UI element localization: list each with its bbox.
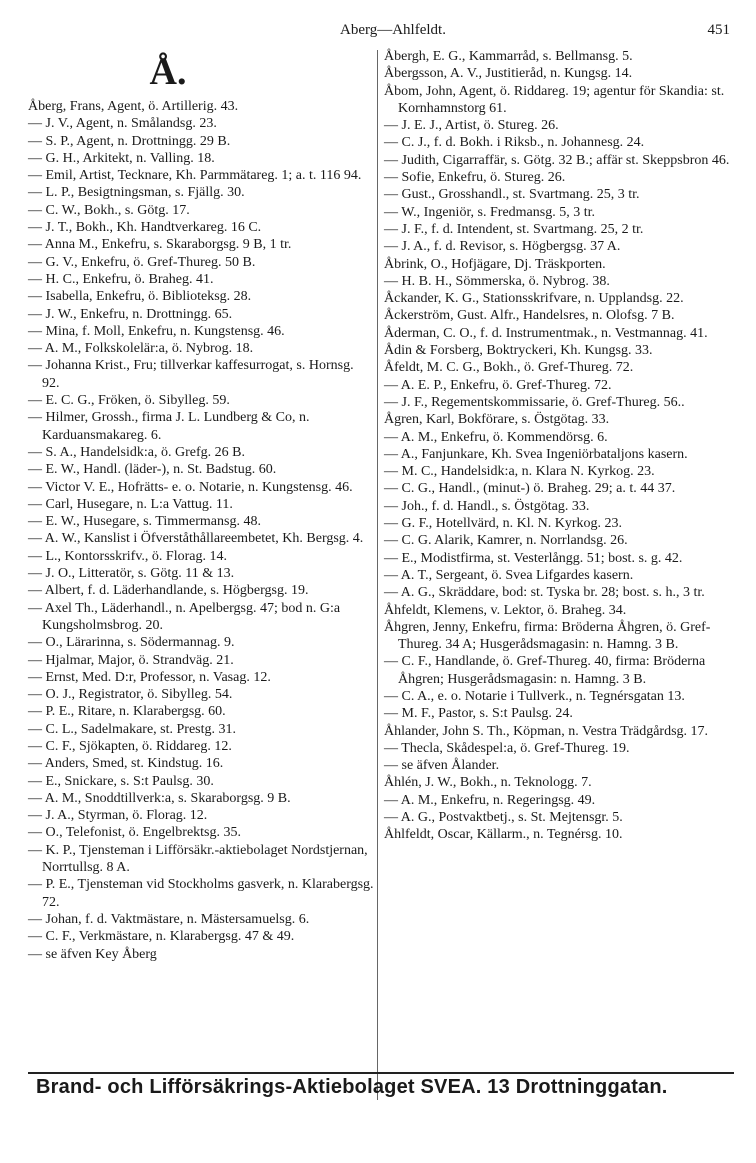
directory-entry: — C. F., Verkmästare, n. Klarabergsg. 47 & 49. — [28, 929, 295, 945]
directory-entry: — G. V., Enkefru, ö. Gref-Thureg. 50 B. — [28, 254, 256, 270]
directory-entry: — C. F., Sjökapten, ö. Riddareg. 12. — [28, 738, 232, 754]
directory-entry: — M. C., Handelsidk:a, n. Klara N. Kyrkog. 23. — [384, 464, 655, 480]
directory-entry: — J. F., f. d. Intendent, st. Svartmang. 25, 2 tr. — [384, 221, 644, 237]
left-entry-list — [28, 98, 374, 963]
directory-entry: — Albert, f. d. Läderhandlande, s. Högbergsg. 19. — [28, 583, 309, 599]
directory-entry: — A. M., Snoddtillverk:a, s. Skaraborgsg. 9 B. — [28, 790, 291, 806]
directory-entry: — Victor V. E., Hofrätts- e. o. Notarie, n. Kungstensg. 46. — [28, 479, 353, 495]
directory-entry: Åhlander, John S. Th., Köpman, n. Vestra Trädgårdsg. 17. — [384, 723, 709, 739]
directory-entry: — Joh., f. d. Handl., s. Östgötag. 33. — [384, 498, 590, 514]
directory-entry: Åbergh, E. G., Kammarråd, s. Bellmansg. 5. — [384, 49, 633, 64]
running-title: Aberg—Ahlfeldt. — [340, 22, 446, 38]
directory-entry: — L. P., Besigtningsman, s. Fjällg. 30. — [28, 185, 245, 201]
directory-entry: — Hjalmar, Major, ö. Strandväg. 21. — [28, 652, 234, 668]
directory-entry: Ådin & Forsberg, Boktryckeri, Kh. Kungsg. 33. — [384, 343, 653, 359]
footer-rule — [28, 1072, 734, 1074]
directory-entry: — E., Snickare, s. S:t Paulsg. 30. — [28, 773, 214, 789]
right-entry-list — [384, 48, 736, 844]
directory-entry: Åberg, Frans, Agent, ö. Artillerig. 43. — [28, 99, 239, 114]
directory-entry: — C. A., e. o. Notarie i Tullverk., n. Tegnérsgatan 13. — [384, 688, 685, 704]
directory-entry: — Mina, f. Moll, Enkefru, n. Kungstensg. 46. — [28, 323, 285, 339]
directory-entry: — G. F., Hotellvärd, n. Kl. N. Kyrkog. 23. — [384, 516, 623, 532]
directory-entry: — W., Ingeniör, s. Fredmansg. 5, 3 tr. — [384, 204, 595, 220]
left-column — [28, 48, 374, 1163]
directory-entry: — J. T., Bokh., Kh. Handtverkareg. 16 C. — [28, 220, 262, 236]
directory-entry: — E. C. G., Fröken, ö. Sibylleg. 59. — [28, 393, 230, 409]
directory-entry: — se äfven Ålander. — [384, 758, 500, 774]
directory-entry: Åbergsson, A. V., Justitieråd, n. Kungsg. 14. — [384, 66, 633, 82]
page-number: 451 — [707, 22, 730, 38]
directory-entry: — C. J., f. d. Bokh. i Riksb., n. Johannesg. 24. — [384, 135, 645, 151]
directory-entry: — P. E., Tjensteman vid Stockholms gasverk, n. Klarabergsg. 72. — [28, 877, 374, 910]
directory-entry: — O. J., Registrator, ö. Sibylleg. 54. — [28, 687, 233, 703]
directory-entry: — A. G., Postvaktbetj., s. St. Mejtensgr. 5. — [384, 810, 623, 826]
page-header — [0, 22, 756, 46]
directory-entry: — Axel Th., Läderhandl., n. Apelbergsg. 47; bod n. G:a Kungsholmsbrog. 20. — [28, 600, 341, 633]
directory-entry: — A. G., Skräddare, bod: st. Tyska br. 28; bost. s. h., 3 tr. — [384, 585, 705, 601]
directory-entry: — Ernst, Med. D:r, Professor, n. Vasag. 12. — [28, 669, 271, 685]
directory-entry: — M. F., Pastor, s. S:t Paulsg. 24. — [384, 706, 573, 722]
directory-entry: — Emil, Artist, Tecknare, Kh. Parmmätareg. 1; a. t. 116 94. — [28, 168, 362, 184]
directory-entry: — J. A., f. d. Revisor, s. Högbergsg. 37 A. — [384, 239, 621, 255]
right-column — [384, 48, 736, 1163]
footer-advertisement: Brand- och Lifförsäkrings-Aktiebolaget SVEA. 13 Drottninggatan. — [36, 1076, 668, 1098]
directory-entry: — K. P., Tjensteman i Lifförsäkr.-aktiebolaget Nordstjernan, Norrtullsg. 8 A. — [28, 842, 368, 876]
directory-entry: — A. W., Kanslist i Öfverståthållareembetet, Kh. Bergsg. 4. — [28, 531, 364, 547]
directory-entry: — C. F., Handlande, ö. Gref-Thureg. 40, firma: Bröderna Åhgren; Husgerådsmagasin: n. Hamng. 3 B. — [384, 654, 706, 687]
directory-entry: — J. W., Enkefru, n. Drottningg. 65. — [28, 306, 233, 322]
directory-entry: — J. F., Regementskommissarie, ö. Gref-Thureg. 56.. — [384, 394, 685, 410]
directory-entry: Åhlén, J. W., Bokh., n. Teknologg. 7. — [384, 775, 592, 791]
directory-entry: — J. V., Agent, n. Smålandsg. 23. — [28, 116, 217, 132]
directory-entry: — C. G. Alarik, Kamrer, n. Norrlandsg. 26. — [384, 533, 628, 549]
directory-entry: — S. A., Handelsidk:a, ö. Grefg. 26 B. — [28, 444, 245, 460]
directory-entry: — E., Modistfirma, st. Vesterlångg. 51; bost. s. g. 42. — [384, 550, 683, 566]
directory-entry: — L., Kontorsskrifv., ö. Florag. 14. — [28, 548, 227, 564]
directory-entry: — Hilmer, Grossh., firma J. L. Lundberg & Co, n. Karduansmakareg. 6. — [28, 410, 310, 443]
directory-entry: — Isabella, Enkefru, ö. Biblioteksg. 28. — [28, 289, 252, 305]
directory-entry: Åhlfeldt, Oscar, Källarm., n. Tegnérsg. 10. — [384, 827, 623, 843]
section-letter: Å. — [149, 51, 187, 93]
directory-entry: Åfeldt, M. C. G., Bokh., ö. Gref-Thureg. 72. — [384, 360, 634, 376]
directory-entry: — A. M., Folkskolelär:a, ö. Nybrog. 18. — [28, 341, 254, 357]
directory-entry: — Anders, Smed, st. Kindstug. 16. — [28, 756, 224, 772]
directory-entry: — J. A., Styrman, ö. Florag. 12. — [28, 808, 208, 824]
directory-entry: — Thecla, Skådespel:a, ö. Gref-Thureg. 19. — [384, 740, 630, 756]
directory-entry: — E. W., Handl. (läder-), n. St. Badstug. 60. — [28, 462, 277, 478]
directory-entry: — O., Telefonist, ö. Engelbrektsg. 35. — [28, 825, 242, 841]
directory-entry: — C. G., Handl., (minut-) ö. Braheg. 29; a. t. 44 37. — [384, 481, 676, 497]
directory-entry: — P. E., Ritare, n. Klarabergsg. 60. — [28, 704, 226, 720]
directory-entry: — Johanna Krist., Fru; tillverkar kaffesurrogat, s. Hornsg. 92. — [28, 358, 354, 391]
directory-entry: — C. W., Bokh., s. Götg. 17. — [28, 202, 190, 218]
directory-entry: Åckerström, Gust. Alfr., Handelsres, n. Olofsg. 7 B. — [384, 308, 675, 324]
directory-entry: — Gust., Grosshandl., st. Svartmang. 25, 3 tr. — [384, 187, 640, 203]
directory-entry: — O., Lärarinna, s. Södermannag. 9. — [28, 635, 235, 651]
directory-entry: — Johan, f. d. Vaktmästare, n. Mästersamuelsg. 6. — [28, 911, 310, 927]
directory-entry: — C. L., Sadelmakare, st. Prestg. 31. — [28, 721, 237, 737]
directory-entry: — Anna M., Enkefru, s. Skaraborgsg. 9 B, 1 tr. — [28, 237, 292, 253]
directory-entry: — A. M., Enkefru, n. Regeringsg. 49. — [384, 792, 596, 808]
directory-entry: — J. O., Litteratör, s. Götg. 11 & 13. — [28, 566, 235, 582]
directory-entry: Åckander, K. G., Stationsskrifvare, n. Upplandsg. 22. — [384, 291, 684, 307]
directory-entry: — A. T., Sergeant, ö. Svea Lifgardes kasern. — [384, 567, 634, 583]
directory-entry: — Sofie, Enkefru, ö. Stureg. 26. — [384, 170, 566, 186]
directory-entry: — Judith, Cigarraffär, s. Götg. 32 B.; affär st. Skeppsbron 46. — [384, 152, 730, 168]
directory-entry: Åbom, John, Agent, ö. Riddareg. 19; agentur för Skandia: st. Kornhamnstorg 61. — [384, 83, 725, 116]
directory-entry: — se äfven Key Åberg — [28, 946, 157, 962]
column-divider — [377, 50, 378, 1100]
directory-entry: — G. H., Arkitekt, n. Valling. 18. — [28, 150, 215, 166]
directory-entry: Åhgren, Jenny, Enkefru, firma: Bröderna Åhgren, ö. Gref-Thureg. 34 A; Husgerådsmagasin: n. Hamng. 3 B. — [384, 619, 711, 653]
directory-entry: — A. M., Enkefru, ö. Kommendörsg. 6. — [384, 429, 608, 445]
directory-entry: — A., Fanjunkare, Kh. Svea Ingeniörbataljons kasern. — [384, 446, 688, 462]
directory-entry: — H. C., Enkefru, ö. Braheg. 41. — [28, 271, 214, 287]
directory-entry: — E. W., Husegare, s. Timmermansg. 48. — [28, 514, 261, 530]
directory-entry: — H. B. H., Sömmerska, ö. Nybrog. 38. — [384, 273, 610, 289]
directory-entry: — Carl, Husegare, n. L:a Vattug. 11. — [28, 496, 233, 512]
directory-entry: — S. P., Agent, n. Drottningg. 29 B. — [28, 133, 231, 149]
directory-entry: — J. E. J., Artist, ö. Stureg. 26. — [384, 118, 559, 134]
directory-entry: Åderman, C. O., f. d. Instrumentmak., n. Vestmannag. 41. — [384, 325, 708, 341]
directory-entry: — A. E. P., Enkefru, ö. Gref-Thureg. 72. — [384, 377, 612, 393]
directory-entry: Åbrink, O., Hofjägare, Dj. Träskporten. — [384, 256, 606, 272]
directory-entry: Ågren, Karl, Bokförare, s. Östgötag. 33. — [384, 412, 610, 428]
directory-entry: Åhfeldt, Klemens, v. Lektor, ö. Braheg. 34. — [384, 602, 627, 618]
